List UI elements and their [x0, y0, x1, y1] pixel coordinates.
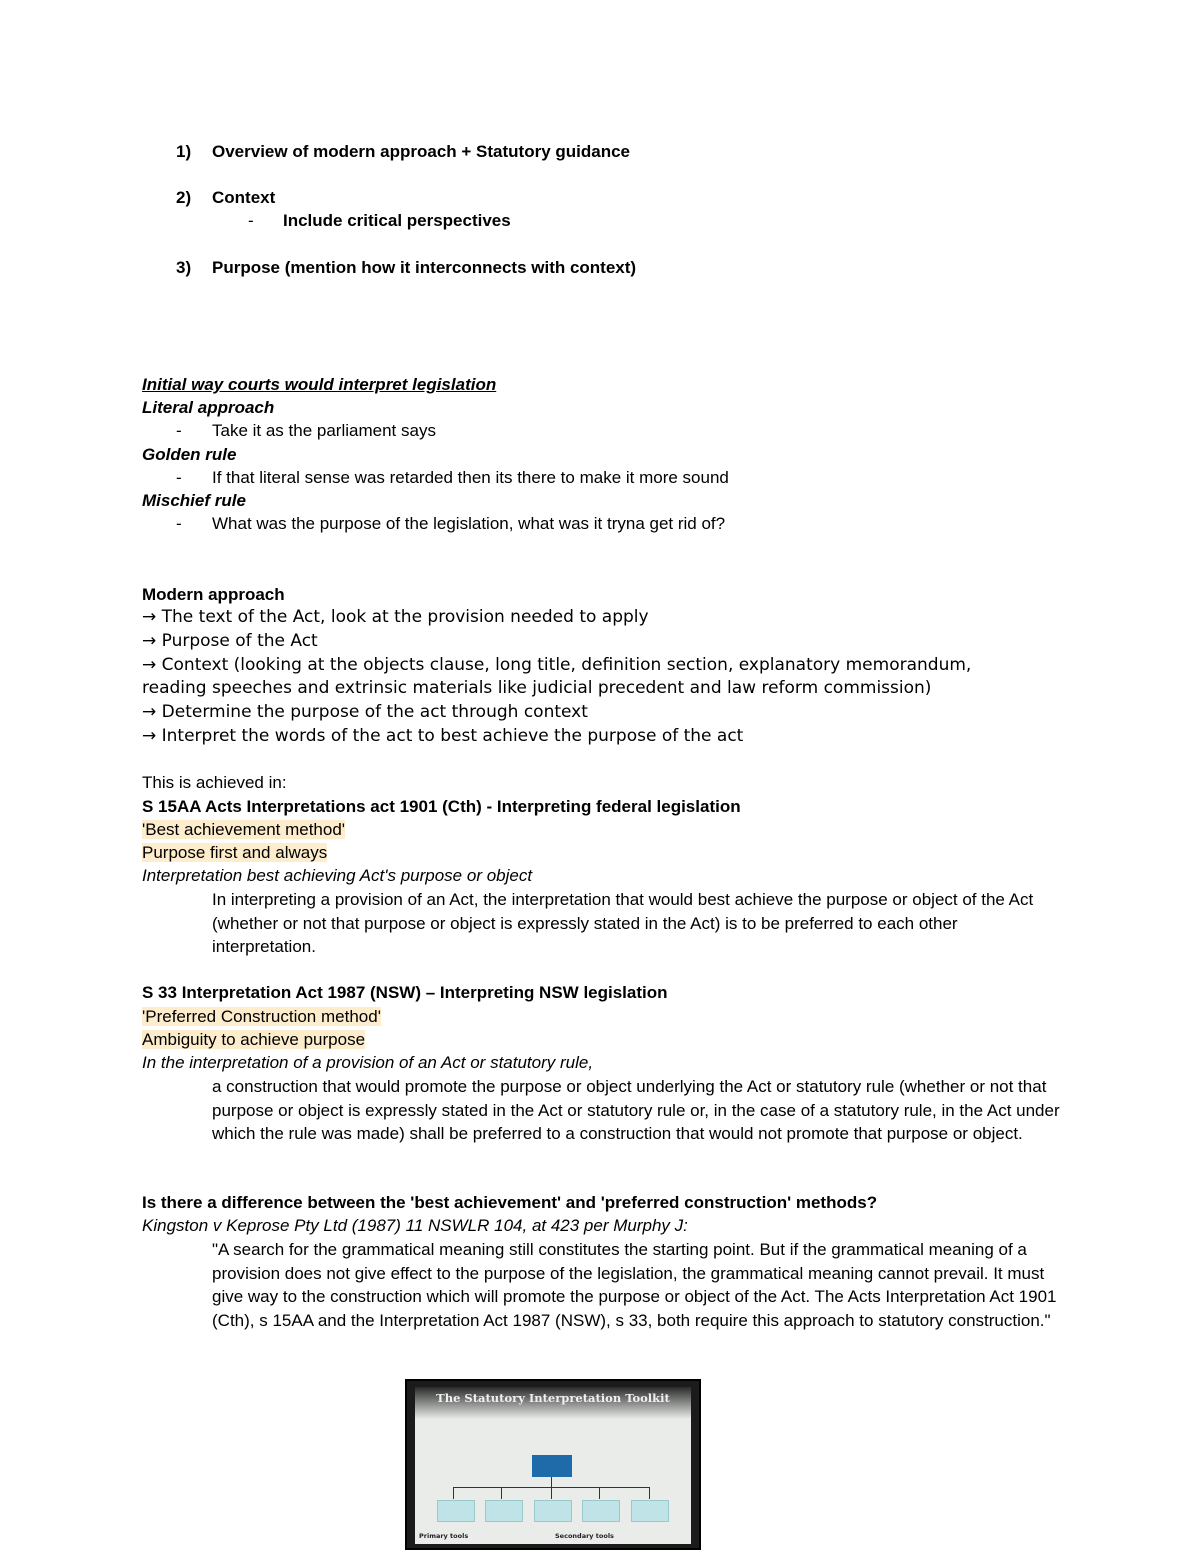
difference-question: Is there a difference between the 'best achievement' and 'preferred construction' methods? — [142, 1193, 878, 1212]
slide-title: The Statutory Interpretation Toolkit — [436, 1391, 670, 1405]
slide-connector — [501, 1487, 502, 1499]
slide-top-box — [532, 1455, 572, 1477]
outline-number-1: 1) — [176, 142, 192, 161]
bullet-dash: - — [176, 468, 182, 487]
s15aa-text: In interpreting a provision of an Act, the interpretation that would best achieve the purpose or object of the Act (whether or not that purpose or object is expressly stated in the Act) is to be preferred to each other interpretation. — [212, 890, 1034, 956]
modern-step: → The text of the Act, look at the provision needed to apply — [142, 607, 649, 627]
outline-subitem: Include critical perspectives — [283, 211, 511, 230]
bullet-dash: - — [248, 211, 254, 230]
slide-connector — [453, 1487, 454, 1499]
outline-item-3: Purpose (mention how it interconnects with context) — [212, 258, 637, 277]
literal-point: Take it as the parliament says — [212, 421, 436, 440]
s33-text: a construction that would promote the purpose or object underlying the Act or statutory rule (whether or not that purpose or object is expressly stated in the Act or statutory rule or, in the case of a statutory rule, in the Act under which the rule was made) shall be preferred to a construction that would not promote that purpose or object. — [212, 1077, 1060, 1143]
slide-box — [437, 1500, 475, 1522]
initial-heading: Initial way courts would interpret legislation — [142, 375, 497, 394]
slide-box — [631, 1500, 669, 1522]
bullet-dash: - — [176, 421, 182, 440]
slide-connector — [599, 1487, 600, 1499]
slide-footer-secondary: Secondary tools — [555, 1532, 614, 1540]
s33-heading: S 33 Interpretation Act 1987 (NSW) – Interpreting NSW legislation — [142, 983, 668, 1002]
slide-connector — [551, 1487, 552, 1499]
toolkit-slide-image — [405, 1379, 701, 1550]
outline-number-3: 3) — [176, 258, 192, 277]
slide-box — [485, 1500, 523, 1522]
bullet-dash: - — [176, 514, 182, 533]
slide-connector — [649, 1487, 650, 1499]
golden-title: Golden rule — [142, 445, 237, 464]
s33-subheading: In the interpretation of a provision of an Act or statutory rule, — [142, 1053, 594, 1072]
modern-step: reading speeches and extrinsic materials like judicial precedent and law reform commission) — [142, 678, 932, 698]
case-quote: "A search for the grammatical meaning still constitutes the starting point. But if the grammatical meaning of a provision does not give effect to the purpose of the legislation, the grammatical meaning cannot prevail. It must give way to the construction which will promote the purpose or object of the Act. The Acts Interpretation Act 1901 (Cth), s 15AA and the Interpretation Act 1987 (NSW), s 33, both require this approach to statutory construction." — [212, 1240, 1057, 1330]
outline-item-2: Context — [212, 188, 276, 207]
mischief-title: Mischief rule — [142, 491, 246, 510]
slide-box — [582, 1500, 620, 1522]
case-citation: Kingston v Keprose Pty Ltd (1987) 11 NSWLR 104, at 423 per Murphy J: — [142, 1216, 688, 1235]
modern-step: → Purpose of the Act — [142, 631, 318, 651]
slide-box — [534, 1500, 572, 1522]
literal-title: Literal approach — [142, 398, 275, 417]
modern-step: → Context (looking at the objects clause, long title, definition section, explanatory memorandum, — [142, 655, 972, 675]
s15aa-heading: S 15AA Acts Interpretations act 1901 (Cth) - Interpreting federal legislation — [142, 797, 741, 816]
modern-heading: Modern approach — [142, 585, 285, 604]
mischief-point: What was the purpose of the legislation, what was it tryna get rid of? — [212, 514, 726, 533]
s33-method: 'Preferred Construction method' — [142, 1007, 381, 1026]
s33-tagline: Ambiguity to achieve purpose — [142, 1030, 366, 1049]
s15aa-subheading: Interpretation best achieving Act's purpose or object — [142, 866, 533, 885]
modern-step: → Determine the purpose of the act through context — [142, 702, 588, 722]
outline-item-1: Overview of modern approach + Statutory guidance — [212, 142, 631, 161]
modern-step: → Interpret the words of the act to best achieve the purpose of the act — [142, 726, 744, 746]
s15aa-tagline: Purpose first and always — [142, 843, 328, 862]
slide-connector — [551, 1477, 552, 1487]
outline-number-2: 2) — [176, 188, 192, 207]
slide-footer-primary: Primary tools — [419, 1532, 469, 1540]
s15aa-method: 'Best achievement method' — [142, 820, 346, 839]
achieved-intro: This is achieved in: — [142, 773, 287, 792]
golden-point: If that literal sense was retarded then its there to make it more sound — [212, 468, 729, 487]
